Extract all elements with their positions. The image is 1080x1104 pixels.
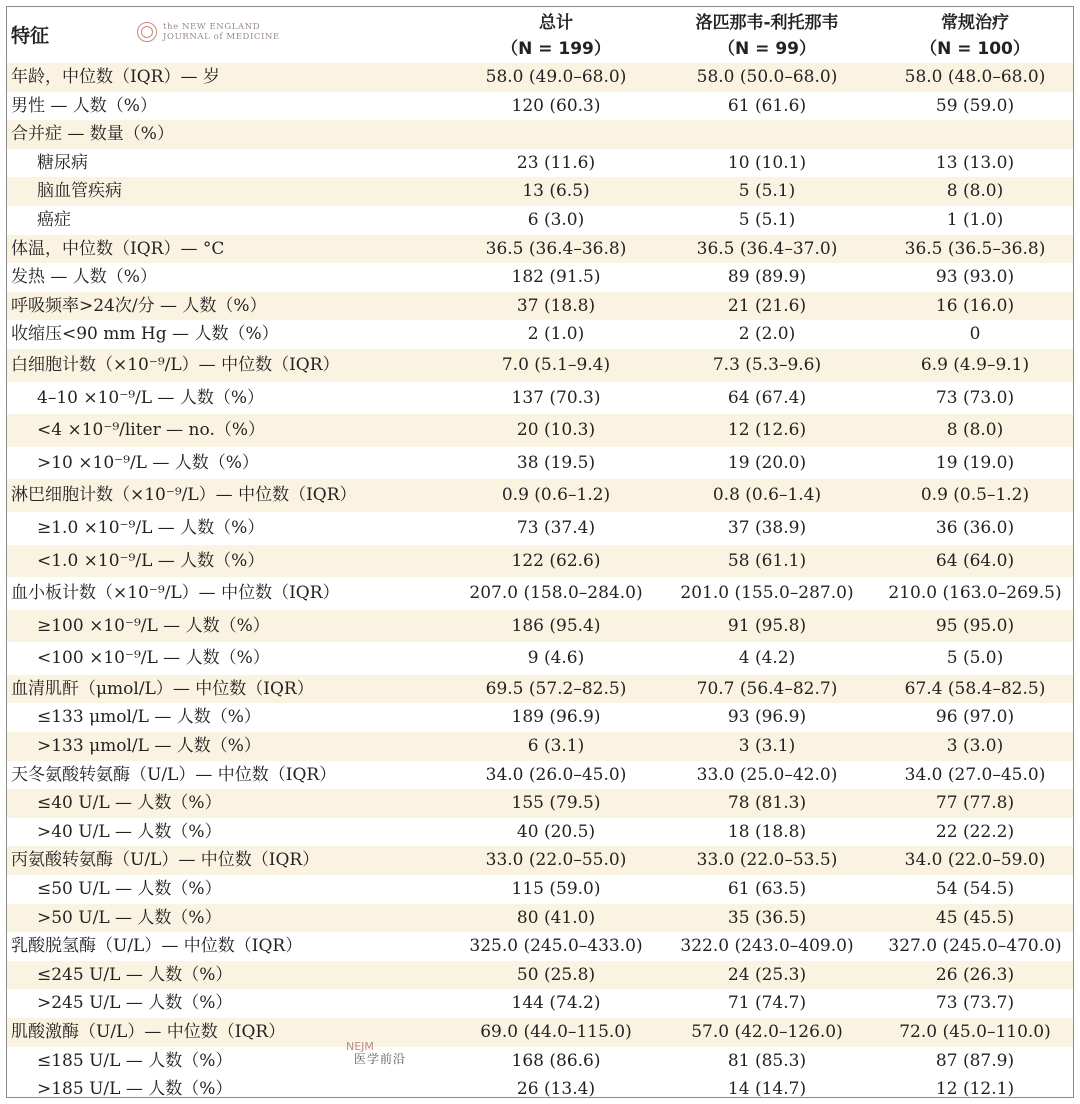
row-label: 乳酸脱氢酶（U/L）— 中位数（IQR） [11, 936, 303, 957]
cell-standard-care: 327.0 (245.0–470.0) [888, 936, 1062, 957]
cell-total: 34.0 (26.0–45.0) [485, 764, 627, 785]
cell-lopinavir: 89 (89.9) [727, 267, 807, 288]
cell-total: 73 (37.4) [516, 517, 596, 538]
cell-total: 9 (4.6) [527, 648, 585, 669]
table-row [7, 92, 1073, 121]
cell-total: 144 (74.2) [511, 993, 601, 1014]
cell-total: 58.0 (49.0–68.0) [485, 67, 627, 87]
cell-standard-care: 54 (54.5) [935, 879, 1015, 900]
table-row [7, 1018, 1073, 1047]
cell-total: 2 (1.0) [527, 324, 585, 345]
cell-standard-care: 19 (19.0) [935, 452, 1015, 473]
cell-lopinavir: 322.0 (243.0–409.0) [680, 936, 854, 957]
row-label: ≥100 ×10⁻⁹/L — 人数（%） [37, 615, 270, 636]
cell-lopinavir: 58 (61.1) [727, 550, 807, 571]
logo-text-line2: JOURNAL of MEDICINE [163, 32, 280, 42]
cell-total: 80 (41.0) [516, 907, 596, 928]
cell-standard-care: 6.9 (4.9–9.1) [920, 354, 1030, 375]
cell-total: 115 (59.0) [511, 879, 601, 900]
header-lopinavir-name: 洛匹那韦-利托那韦 [695, 13, 839, 33]
watermark-line2: 医学前沿 [354, 1052, 407, 1066]
table-row [7, 320, 1073, 349]
table-row [7, 512, 1073, 545]
row-label: 糖尿病 [37, 152, 88, 173]
table-row [7, 206, 1073, 235]
cell-standard-care: 5 (5.0) [946, 648, 1004, 669]
cell-standard-care: 3 (3.0) [946, 736, 1004, 757]
cell-lopinavir: 57.0 (42.0–126.0) [691, 1022, 843, 1042]
row-label: 癌症 [37, 209, 71, 230]
cell-lopinavir: 5 (5.1) [738, 181, 796, 202]
row-label: 合并症 — 数量（%） [11, 124, 174, 145]
cell-total: 137 (70.3) [511, 387, 601, 408]
cell-lopinavir: 33.0 (25.0–42.0) [696, 764, 838, 785]
cell-standard-care: 96 (97.0) [935, 707, 1015, 728]
header-standard-care [875, 10, 1075, 62]
table-row [7, 675, 1073, 704]
logo-text-line1: the NEW ENGLAND [163, 22, 261, 32]
cell-total: 23 (11.6) [516, 152, 596, 173]
row-label: 血小板计数（×10⁻⁹/L）— 中位数（IQR） [11, 583, 340, 604]
row-label: 天冬氨酸转氨酶（U/L）— 中位数（IQR） [11, 764, 337, 785]
header-lopinavir-n: （N = 99） [718, 39, 816, 59]
cell-standard-care: 34.0 (27.0–45.0) [904, 764, 1046, 785]
cell-total: 122 (62.6) [511, 550, 601, 571]
cell-standard-care: 73 (73.0) [935, 387, 1015, 408]
table-row [7, 703, 1073, 732]
watermark-line1: NEJM [346, 1040, 374, 1053]
cell-lopinavir: 64 (67.4) [727, 387, 807, 408]
table-row [7, 545, 1073, 578]
cell-total: 26 (13.4) [516, 1079, 596, 1100]
cell-lopinavir: 201.0 (155.0–287.0) [680, 583, 854, 604]
cell-total: 120 (60.3) [511, 95, 601, 116]
cell-lopinavir: 36.5 (36.4–37.0) [696, 238, 838, 259]
header-total [455, 10, 657, 62]
cell-lopinavir: 7.3 (5.3–9.6) [712, 354, 822, 375]
cell-lopinavir: 58.0 (50.0–68.0) [696, 67, 838, 87]
table-row [7, 846, 1073, 875]
cell-lopinavir: 61 (63.5) [727, 879, 807, 900]
row-label: 肌酸激酶（U/L）— 中位数（IQR） [11, 1022, 286, 1042]
table-row [7, 789, 1073, 818]
row-label: <4 ×10⁻⁹/liter — no.（%） [37, 420, 265, 441]
cell-standard-care: 67.4 (58.4–82.5) [904, 678, 1046, 699]
cell-standard-care: 73 (73.7) [935, 993, 1015, 1014]
table-row [7, 63, 1073, 92]
cell-standard-care: 210.0 (163.0–269.5) [888, 583, 1062, 604]
table-row [7, 414, 1073, 447]
row-label: 淋巴细胞计数（×10⁻⁹/L）— 中位数（IQR） [11, 485, 357, 506]
table-row [7, 382, 1073, 415]
row-label: ≥1.0 ×10⁻⁹/L — 人数（%） [37, 517, 265, 538]
row-label: ≤50 U/L — 人数（%） [37, 879, 222, 900]
cell-standard-care: 1 (1.0) [946, 209, 1004, 230]
cell-total: 20 (10.3) [516, 420, 596, 441]
row-label: 体温，中位数（IQR）— °C [11, 238, 225, 259]
row-label: ≤40 U/L — 人数（%） [37, 793, 222, 814]
cell-lopinavir: 91 (95.8) [727, 615, 807, 636]
cell-total: 168 (86.6) [511, 1050, 601, 1071]
cell-standard-care: 36.5 (36.5–36.8) [904, 238, 1046, 259]
table-body [7, 63, 1073, 1104]
cell-lopinavir: 0.8 (0.6–1.4) [712, 485, 822, 506]
cell-total: 6 (3.0) [527, 209, 585, 230]
cell-lopinavir: 61 (61.6) [727, 95, 807, 116]
row-label: ≤245 U/L — 人数（%） [37, 964, 233, 985]
row-label: 收缩压<90 mm Hg — 人数（%） [11, 324, 279, 345]
table-row [7, 989, 1073, 1018]
table-row [7, 642, 1073, 675]
cell-standard-care: 0 [969, 324, 981, 345]
table-row [7, 732, 1073, 761]
table-row [7, 349, 1073, 382]
cell-standard-care: 22 (22.2) [935, 821, 1015, 842]
cell-total: 50 (25.8) [516, 964, 596, 985]
cell-total: 38 (19.5) [516, 452, 596, 473]
table-row [7, 875, 1073, 904]
cell-standard-care: 0.9 (0.5–1.2) [920, 485, 1030, 506]
cell-total: 33.0 (22.0–55.0) [485, 850, 627, 871]
row-label: 4–10 ×10⁻⁹/L — 人数（%） [37, 387, 264, 408]
row-label: 呼吸频率>24次/分 — 人数（%） [11, 295, 267, 316]
table-row [7, 1075, 1073, 1104]
table-row [7, 961, 1073, 990]
cell-lopinavir: 12 (12.6) [727, 420, 807, 441]
row-label: ≤133 μmol/L — 人数（%） [37, 707, 261, 728]
cell-standard-care: 45 (45.5) [935, 907, 1015, 928]
header-characteristic: 特征 [11, 25, 50, 47]
cell-total: 37 (18.8) [516, 295, 596, 316]
table-row [7, 177, 1073, 206]
cell-lopinavir: 24 (25.3) [727, 964, 807, 985]
row-label: 脑血管疾病 [37, 181, 122, 202]
table-frame [6, 6, 1074, 1098]
cell-standard-care: 77 (77.8) [935, 793, 1015, 814]
table-row [7, 577, 1073, 610]
cell-standard-care: 87 (87.9) [935, 1050, 1015, 1071]
cell-lopinavir: 93 (96.9) [727, 707, 807, 728]
row-label: >10 ×10⁻⁹/L — 人数（%） [37, 452, 259, 473]
cell-lopinavir: 21 (21.6) [727, 295, 807, 316]
cell-total: 13 (6.5) [522, 181, 590, 202]
cell-standard-care: 8 (8.0) [946, 420, 1004, 441]
cell-lopinavir: 2 (2.0) [738, 324, 796, 345]
row-label: 白细胞计数（×10⁻⁹/L）— 中位数（IQR） [11, 354, 340, 375]
cell-total: 6 (3.1) [527, 736, 585, 757]
cell-total: 182 (91.5) [511, 267, 601, 288]
row-label: 发热 — 人数（%） [11, 267, 157, 288]
table-row [7, 235, 1073, 264]
cell-standard-care: 26 (26.3) [935, 964, 1015, 985]
cell-lopinavir: 4 (4.2) [738, 648, 796, 669]
cell-lopinavir: 18 (18.8) [727, 821, 807, 842]
cell-total: 155 (79.5) [511, 793, 601, 814]
row-label: <1.0 ×10⁻⁹/L — 人数（%） [37, 550, 265, 571]
row-label: >50 U/L — 人数（%） [37, 907, 222, 928]
cell-lopinavir: 70.7 (56.4–82.7) [696, 678, 838, 699]
cell-total: 69.0 (44.0–115.0) [480, 1022, 632, 1042]
cell-total: 207.0 (158.0–284.0) [469, 583, 643, 604]
cell-standard-care: 16 (16.0) [935, 295, 1015, 316]
cell-total: 325.0 (245.0–433.0) [469, 936, 643, 957]
row-label: >245 U/L — 人数（%） [37, 993, 233, 1014]
row-label: >40 U/L — 人数（%） [37, 821, 222, 842]
cell-total: 36.5 (36.4–36.8) [485, 238, 627, 259]
cell-lopinavir: 3 (3.1) [738, 736, 796, 757]
table-row [7, 149, 1073, 178]
cell-lopinavir: 78 (81.3) [727, 793, 807, 814]
cell-standard-care: 95 (95.0) [935, 615, 1015, 636]
cell-total: 186 (95.4) [511, 615, 601, 636]
cell-standard-care: 8 (8.0) [946, 181, 1004, 202]
row-label: 男性 — 人数（%） [11, 95, 157, 116]
cell-standard-care: 13 (13.0) [935, 152, 1015, 173]
table-header [7, 7, 1073, 63]
table-row [7, 479, 1073, 512]
row-label: 年龄，中位数（IQR）— 岁 [11, 67, 220, 87]
table-row [7, 610, 1073, 643]
cell-lopinavir: 10 (10.1) [727, 152, 807, 173]
cell-total: 69.5 (57.2–82.5) [485, 678, 627, 699]
table-row [7, 904, 1073, 933]
cell-total: 0.9 (0.6–1.2) [501, 485, 611, 506]
cell-total: 189 (96.9) [511, 707, 601, 728]
cell-standard-care: 34.0 (22.0–59.0) [904, 850, 1046, 871]
table-row [7, 761, 1073, 790]
cell-lopinavir: 5 (5.1) [738, 209, 796, 230]
row-label: ≤185 U/L — 人数（%） [37, 1050, 233, 1071]
header-lopinavir [662, 10, 872, 62]
cell-total: 7.0 (5.1–9.4) [501, 354, 611, 375]
row-label: 丙氨酸转氨酶（U/L）— 中位数（IQR） [11, 850, 320, 871]
cell-lopinavir: 71 (74.7) [727, 993, 807, 1014]
nejm-seal-icon [137, 22, 157, 42]
nejm-watermark [346, 1040, 406, 1066]
table-row [7, 1047, 1073, 1076]
cell-total: 40 (20.5) [516, 821, 596, 842]
cell-lopinavir: 33.0 (22.0–53.5) [696, 850, 838, 871]
row-label: >185 U/L — 人数（%） [37, 1079, 233, 1100]
cell-standard-care: 36 (36.0) [935, 517, 1015, 538]
table-row [7, 120, 1073, 149]
cell-standard-care: 72.0 (45.0–110.0) [899, 1022, 1051, 1042]
cell-lopinavir: 81 (85.3) [727, 1050, 807, 1071]
nejm-logo [137, 19, 280, 45]
row-label: 血清肌酐（μmol/L）— 中位数（IQR） [11, 678, 314, 699]
table-row [7, 292, 1073, 321]
cell-standard-care: 64 (64.0) [935, 550, 1015, 571]
cell-lopinavir: 37 (38.9) [727, 517, 807, 538]
cell-standard-care: 93 (93.0) [935, 267, 1015, 288]
table-row [7, 818, 1073, 847]
cell-standard-care: 58.0 (48.0–68.0) [904, 67, 1046, 87]
cell-lopinavir: 19 (20.0) [727, 452, 807, 473]
cell-standard-care: 12 (12.1) [935, 1079, 1015, 1100]
header-total-name: 总计 [539, 13, 573, 33]
header-total-n: （N = 199） [501, 39, 611, 59]
cell-lopinavir: 14 (14.7) [727, 1079, 807, 1100]
table-row [7, 447, 1073, 480]
header-standard-care-name: 常规治疗 [941, 13, 1009, 33]
row-label: >133 μmol/L — 人数（%） [37, 736, 261, 757]
cell-standard-care: 59 (59.0) [935, 95, 1015, 116]
table-row [7, 263, 1073, 292]
row-label: <100 ×10⁻⁹/L — 人数（%） [37, 648, 270, 669]
header-standard-care-n: （N = 100） [920, 39, 1030, 59]
table-row [7, 932, 1073, 961]
cell-lopinavir: 35 (36.5) [727, 907, 807, 928]
